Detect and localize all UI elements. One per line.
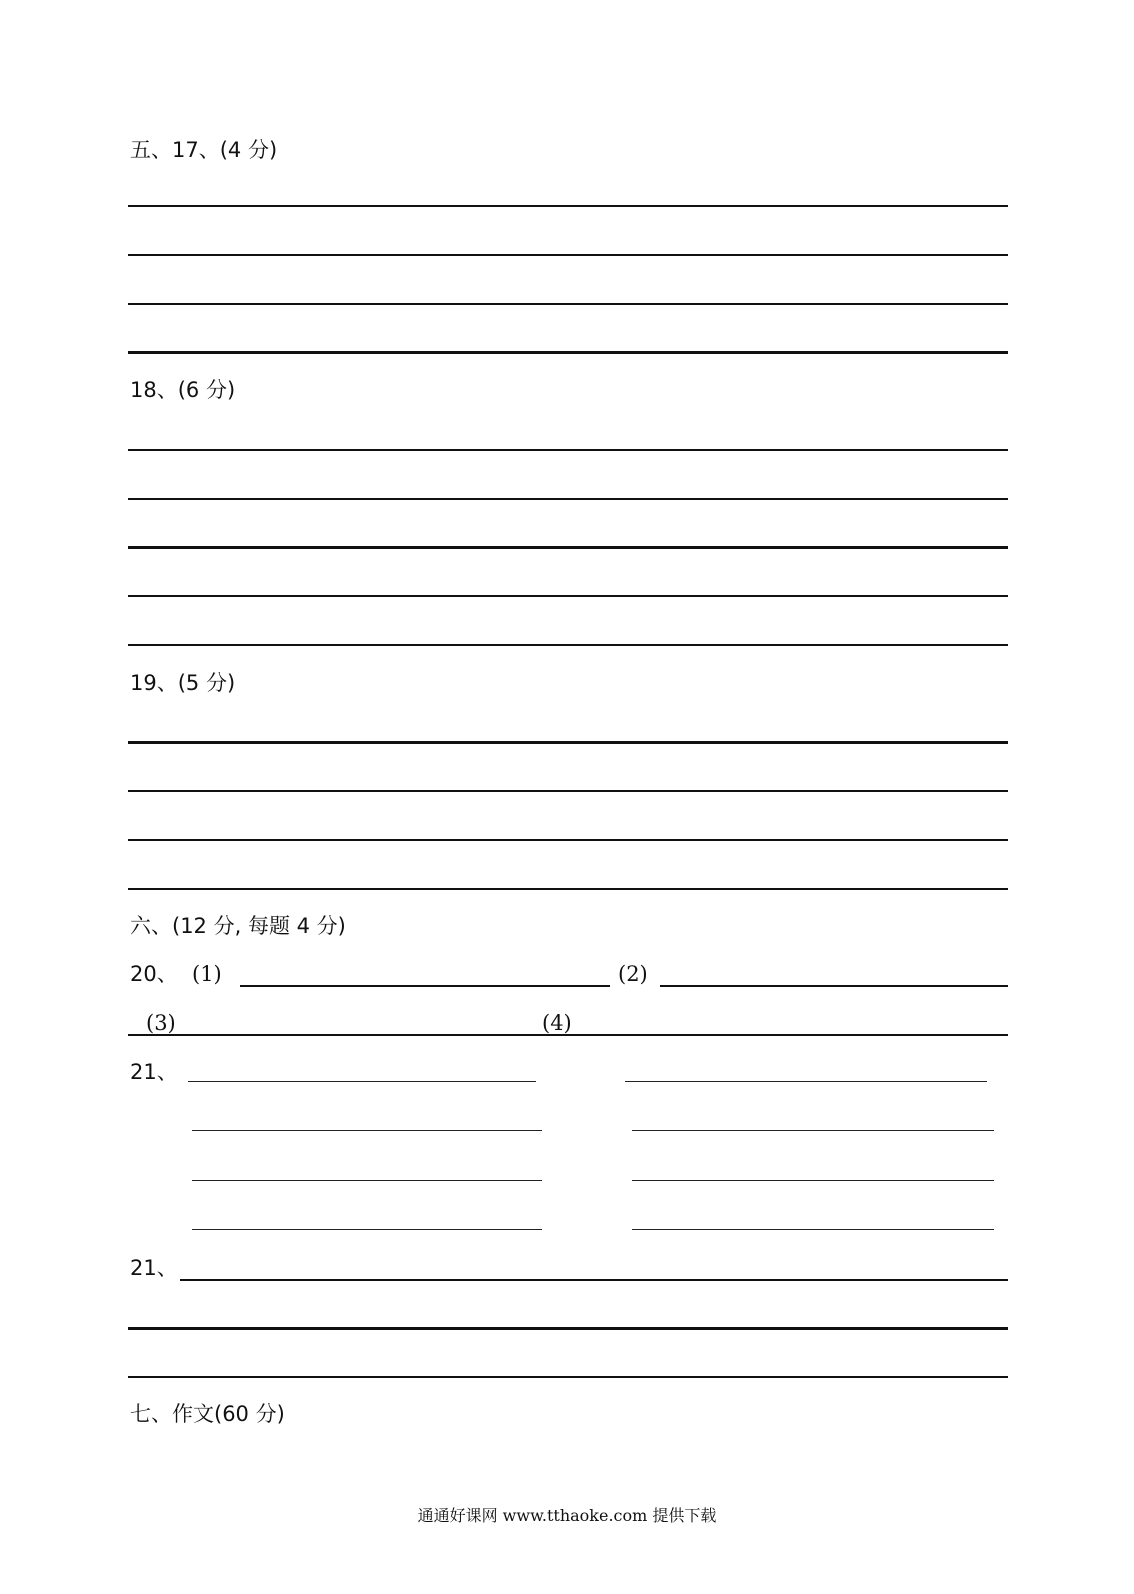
question-21-label: 21、: [130, 1060, 178, 1084]
answer-line[interactable]: [128, 449, 1008, 451]
question-18-label: 18、(6 分): [130, 378, 236, 402]
answer-line[interactable]: [128, 546, 1008, 549]
question-20-item-3: (3): [146, 1011, 176, 1035]
question-20-item-2: (2): [618, 962, 648, 986]
answer-line[interactable]: [240, 985, 610, 987]
answer-line[interactable]: [128, 741, 1008, 744]
answer-blank[interactable]: [192, 1180, 542, 1181]
answer-blank[interactable]: [188, 1081, 536, 1082]
answer-line[interactable]: [128, 1034, 1008, 1036]
answer-line[interactable]: [128, 254, 1008, 256]
answer-line[interactable]: [128, 888, 1008, 890]
answer-line[interactable]: [128, 303, 1008, 305]
part-7-heading: 七、作文(60 分): [130, 1402, 285, 1426]
answer-line[interactable]: [128, 498, 1008, 500]
answer-blank[interactable]: [632, 1180, 994, 1181]
answer-line[interactable]: [180, 1279, 1008, 1281]
answer-line[interactable]: [128, 1376, 1008, 1378]
answer-line[interactable]: [128, 205, 1008, 207]
answer-blank[interactable]: [632, 1130, 994, 1131]
question-17-label: 五、17、(4 分): [130, 138, 278, 162]
part-6-heading: 六、(12 分, 每题 4 分): [130, 914, 346, 938]
question-20-item-4: (4): [542, 1011, 572, 1035]
answer-line[interactable]: [128, 644, 1008, 646]
answer-line[interactable]: [128, 839, 1008, 841]
answer-blank[interactable]: [625, 1081, 987, 1082]
answer-blank[interactable]: [632, 1229, 994, 1230]
answer-line[interactable]: [128, 351, 1008, 354]
answer-blank[interactable]: [192, 1229, 542, 1230]
question-20-label: 20、: [130, 962, 178, 986]
answer-blank[interactable]: [192, 1130, 542, 1131]
answer-line[interactable]: [128, 595, 1008, 597]
answer-line[interactable]: [660, 985, 1008, 987]
question-21-second-label: 21、: [130, 1256, 178, 1280]
question-19-label: 19、(5 分): [130, 671, 236, 695]
page-footer: 通通好课网 www.tthaoke.com 提供下载: [417, 1506, 717, 1525]
answer-line[interactable]: [128, 790, 1008, 792]
answer-line[interactable]: [128, 1327, 1008, 1330]
question-20-item-1: (1): [192, 962, 222, 986]
